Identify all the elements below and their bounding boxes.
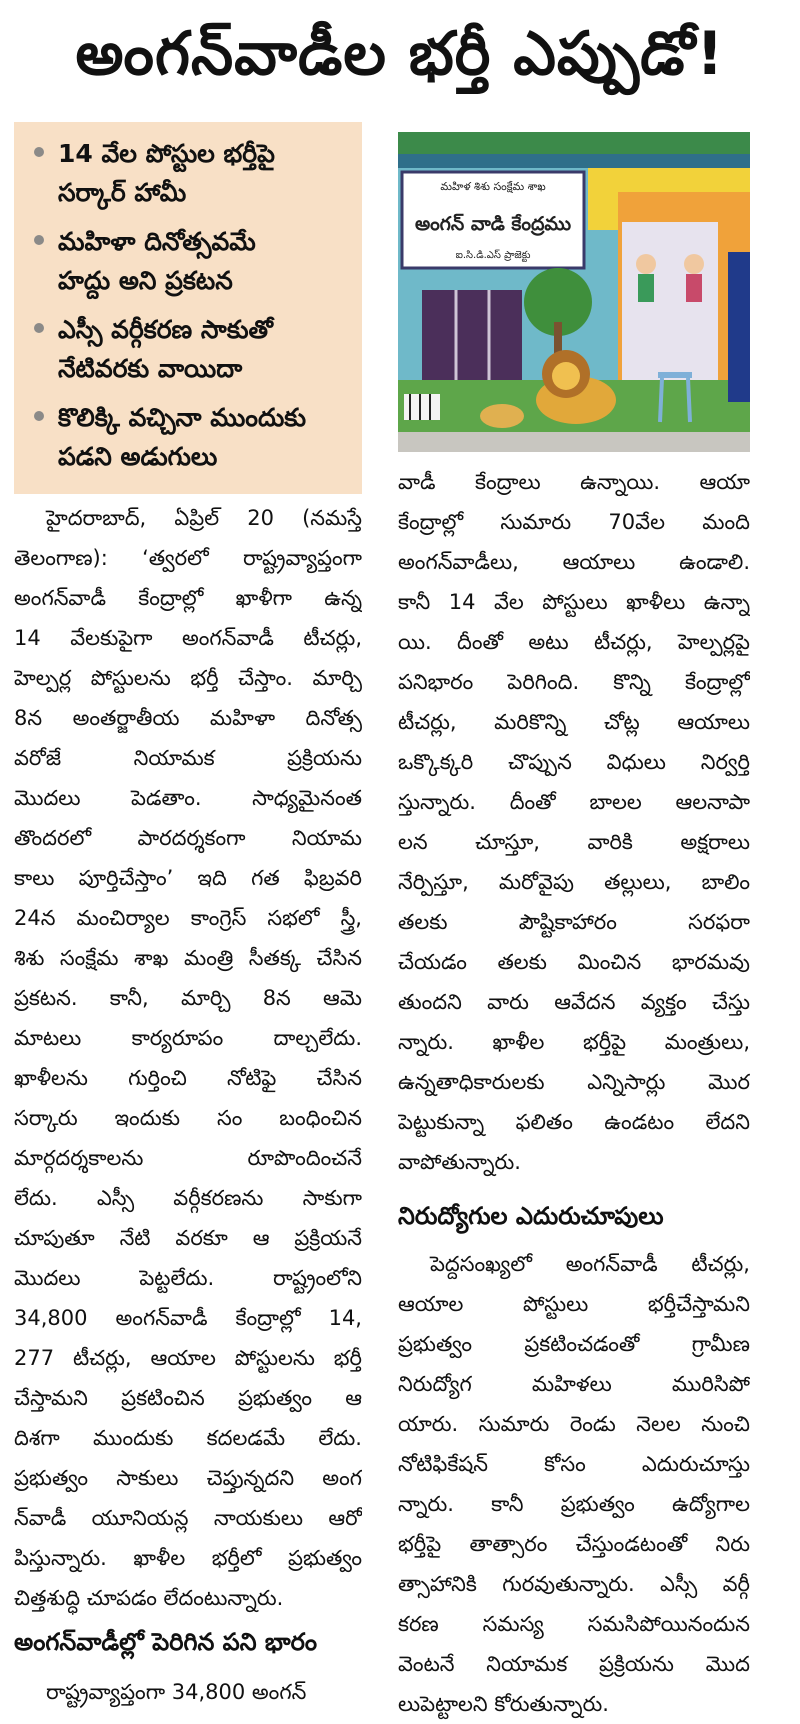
paragraph-line: చేస్తామని ప్రకటించిన ప్రభుత్వం ఆ bbox=[14, 1386, 362, 1410]
highlight-line: ఎస్సీ వర్గీకరణ సాకుతో bbox=[58, 315, 273, 344]
paragraph-line: మొదలు పెడతాం. సాధ్యమైనంత bbox=[14, 786, 362, 810]
subheading-unemployed-waiting: నిరుద్యోగుల ఎదురుచూపులు bbox=[398, 1202, 664, 1230]
paragraph-line: యి. దీంతో అటు టీచర్లు, హెల్పర్లపై bbox=[398, 630, 750, 654]
subheading-work-burden: అంగన్‌వాడీల్లో పెరిగిన పని భారం bbox=[14, 1628, 318, 1656]
paragraph-line: తలకు పౌష్టికాహారం సరఫరా bbox=[398, 910, 750, 934]
paragraph-line: చిత్తశుద్ధి చూపడం లేదంటున్నారు. bbox=[14, 1586, 284, 1610]
paragraph-line: మొదలు పెట్టలేదు. రాష్ట్రంలోని bbox=[14, 1266, 362, 1290]
paragraph-line: ప్రభుత్వం సాకులు చెప్తున్నదని అంగ bbox=[14, 1466, 362, 1490]
highlight-text bbox=[58, 222, 256, 300]
bullet-icon bbox=[34, 323, 44, 333]
paragraph-line: 8న అంతర్జాతీయ మహిళా దినోత్స bbox=[14, 706, 362, 730]
paragraph-line: వరోజే నియామక ప్రక్రియను bbox=[14, 746, 362, 770]
paragraph-line: భర్తీపై తాత్సారం చేస్తుండటంతో నిరు bbox=[398, 1532, 750, 1556]
paragraph-line: ఉన్నతాధికారులకు ఎన్నిసార్లు మొర bbox=[398, 1070, 750, 1094]
sign-top-text: మహిళ శిశు సంక్షేమ శాఖ bbox=[440, 180, 546, 193]
highlight-line: హద్దు అని ప్రకటన bbox=[58, 266, 233, 295]
paragraph-line: లేదు. ఎస్సీ వర్గీకరణను సాకుగా bbox=[14, 1186, 362, 1210]
paragraph-line: చూపుతూ నేటి వరకూ ఆ ప్రక్రియనే bbox=[14, 1226, 362, 1250]
paragraph-line: రాష్ట్రవ్యాప్తంగా 34,800 అంగన్ bbox=[46, 1680, 307, 1704]
paragraph-line: కాలు పూర్తిచేస్తాం’ ఇది గత ఫిబ్రవరి bbox=[14, 866, 362, 890]
paragraph-line: పెట్టుకున్నా ఫలితం ఉండటం లేదని bbox=[398, 1110, 750, 1134]
highlight-text bbox=[58, 134, 275, 212]
article-column-1-continued bbox=[14, 1672, 362, 1712]
highlight-item bbox=[28, 222, 352, 300]
paragraph-line: చేయడం తలకు మించిన భారమవు bbox=[398, 950, 750, 974]
paragraph-line: మార్గదర్శకాలను రూపొందించనే bbox=[14, 1146, 362, 1170]
highlight-text bbox=[58, 310, 273, 388]
highlight-line: కొలిక్కి వచ్చినా ముందుకు bbox=[58, 403, 306, 432]
paragraph-line: 34,800 అంగన్‌వాడీ కేంద్రాల్లో 14, bbox=[14, 1306, 362, 1330]
highlight-item bbox=[28, 310, 352, 388]
paragraph-line: తెలంగాణ): ‘త్వరలో రాష్ట్రవ్యాప్తంగా bbox=[14, 546, 362, 570]
highlight-line: నేటివరకు వాయిదా bbox=[58, 354, 243, 383]
paragraph-line: వెంటనే నియామక ప్రక్రియను మొద bbox=[398, 1652, 750, 1676]
paragraph-line: యారు. సుమారు రెండు నెలల నుంచి bbox=[398, 1412, 750, 1436]
paragraph-line: పిస్తున్నారు. ఖాళీల భర్తీలో ప్రభుత్వం bbox=[14, 1546, 362, 1570]
paragraph-line: తుందని వారు ఆవేదన వ్యక్తం చేస్తు bbox=[398, 990, 750, 1014]
paragraph-line: హైదరాబాద్, ఏప్రిల్ 20 (నమస్తే bbox=[46, 506, 362, 530]
paragraph-line: న్‌వాడీ యూనియన్ల నాయకులు ఆరో bbox=[14, 1506, 362, 1530]
highlight-line: సర్కార్ హామీ bbox=[58, 178, 187, 207]
paragraph-line: వాపోతున్నారు. bbox=[398, 1150, 521, 1174]
paragraph-line: టీచర్లు, మరికొన్ని చోట్ల ఆయాలు bbox=[398, 710, 750, 734]
paragraph-line: లన చూస్తూ, వారికి అక్షరాలు bbox=[398, 830, 750, 854]
headline: అంగన్‌వాడీల భర్తీ ఎప్పుడో! bbox=[75, 19, 725, 89]
highlight-line: మహిళా దినోత్సవమే bbox=[58, 227, 256, 256]
paragraph-line: దిశగా ముందుకు కదలడమే లేదు. bbox=[14, 1426, 362, 1450]
bullet-icon bbox=[34, 235, 44, 245]
paragraph-line: ఖాళీలను గుర్తించి నోటిఫై చేసిన bbox=[14, 1066, 362, 1090]
paragraph-line: సర్కారు ఇందుకు సం బంధించిన bbox=[14, 1106, 362, 1130]
paragraph-line: 277 టీచర్లు, ఆయాల పోస్టులను భర్తీ bbox=[14, 1346, 362, 1370]
highlights-box bbox=[14, 122, 362, 494]
bullet-icon bbox=[34, 411, 44, 421]
highlight-item bbox=[28, 398, 352, 476]
paragraph-line: కేంద్రాల్లో సుమారు 70వేల మంది bbox=[398, 510, 750, 534]
article-column-2 bbox=[398, 462, 750, 1182]
paragraph-line: హెల్పర్ల పోస్టులను భర్తీ చేస్తాం. మార్చి bbox=[14, 666, 362, 690]
paragraph-line: నిరుద్యోగ మహిళలు మురిసిపో bbox=[398, 1372, 750, 1396]
paragraph-line: కానీ 14 వేల పోస్టులు ఖాళీలు ఉన్నా bbox=[398, 590, 750, 614]
highlight-line: పడని అడుగులు bbox=[58, 442, 218, 471]
paragraph-line: లుపెట్టాలని కోరుతున్నారు. bbox=[398, 1692, 609, 1716]
paragraph-line: 14 వేలకుపైగా అంగన్‌వాడీ టీచర్లు, bbox=[14, 626, 362, 650]
article-column-2-part-2 bbox=[398, 1244, 750, 1724]
paragraph-line: న్నారు. కానీ ప్రభుత్వం ఉద్యోగాల bbox=[398, 1492, 750, 1516]
paragraph-line: ఒక్కొక్కరి చొప్పున విధులు నిర్వర్తి bbox=[398, 750, 750, 774]
article-column-1 bbox=[14, 498, 362, 1618]
paragraph-line: కరణ సమస్య సమసిపోయినందున bbox=[398, 1612, 750, 1636]
highlight-line: 14 వేల పోస్టుల భర్తీపై bbox=[58, 139, 275, 168]
paragraph-line: పెద్దసంఖ్యలో అంగన్‌వాడీ టీచర్లు, bbox=[430, 1252, 750, 1276]
paragraph-line: నేర్పిస్తూ, మరోవైపు తల్లులు, బాలిం bbox=[398, 870, 750, 894]
paragraph-line: 24న మంచిర్యాల కాంగ్రెస్ సభలో స్త్రీ, bbox=[14, 906, 362, 930]
anganwadi-center-photo bbox=[398, 132, 750, 452]
paragraph-line: తొందరలో పారదర్శకంగా నియామ bbox=[14, 826, 362, 850]
paragraph-line: ఆయాల పోస్టులు భర్తీచేస్తామని bbox=[398, 1292, 750, 1316]
sign-bottom-text: ఐ.సి.డి.ఎస్ ప్రాజెక్టు bbox=[455, 250, 531, 261]
paragraph-line: మాటలు కార్యరూపం దాల్చలేదు. bbox=[14, 1026, 362, 1050]
highlight-text bbox=[58, 398, 306, 476]
bullet-icon bbox=[34, 147, 44, 157]
paragraph-line: త్సాహానికి గురవుతున్నారు. ఎస్సీ వర్గీ bbox=[398, 1572, 750, 1596]
paragraph-line: పనిభారం పెరిగింది. కొన్ని కేంద్రాల్లో bbox=[398, 670, 750, 694]
paragraph-line: నోటిఫికేషన్ కోసం ఎదురుచూస్తు bbox=[398, 1452, 750, 1476]
highlight-item bbox=[28, 134, 352, 212]
paragraph-line: ప్రకటన. కానీ, మార్చి 8న ఆమె bbox=[14, 986, 362, 1010]
paragraph-line: న్నారు. ఖాళీల భర్తీపై మంత్రులు, bbox=[398, 1030, 750, 1054]
paragraph-line: అంగన్‌వాడీలు, ఆయాలు ఉండాలి. bbox=[398, 550, 750, 574]
paragraph-line: అంగన్‌వాడీ కేంద్రాల్లో ఖాళీగా ఉన్న bbox=[14, 586, 362, 610]
sign-main-text: అంగన్ వాడి కేంద్రము bbox=[414, 213, 572, 235]
paragraph-line: వాడీ కేంద్రాలు ఉన్నాయి. ఆయా bbox=[398, 470, 750, 494]
paragraph-line: శిశు సంక్షేమ శాఖ మంత్రి సీతక్క చేసిన bbox=[14, 946, 362, 970]
paragraph-line: ప్రభుత్వం ప్రకటించడంతో గ్రామీణ bbox=[398, 1332, 750, 1356]
paragraph-line: స్తున్నారు. దీంతో బాలల ఆలనాపా bbox=[398, 790, 750, 814]
